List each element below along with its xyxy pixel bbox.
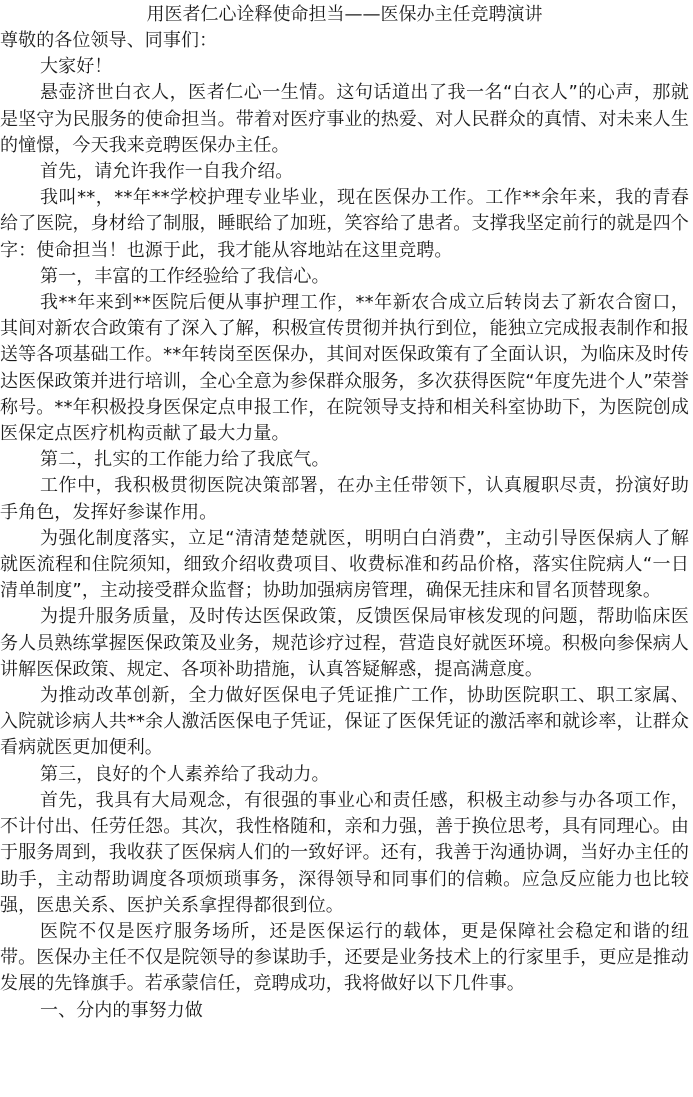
section-heading: 第三，良好的个人素养给了我动力。 [40,763,330,785]
paragraph: 悬壶济世白衣人，医者仁心一生情。这句话道出了我一名“白衣人”的心声，那就是坚守为民服务的使命担当。带着对医疗事业的热爱、对人民群众的真情、对未来人生的憧憬，今天我来竞聘医保办主任。 [0,82,689,156]
paragraph: 我叫**，**年**学校护理专业毕业，现在医保办工作。工作**余年来，我的青春给了医院，身材给了制服，睡眠给了加班，笑容给了患者。支撑我坚定前行的就是四个字：使命担当！也源于此，我才能从容地站在这里竞聘。 [0,187,689,261]
paragraph: 大家好！ [40,56,113,78]
document-title: 用医者仁心诠释使命担当——医保办主任竞聘演讲 [146,4,543,25]
paragraph: 为提升服务质量，及时传达医保政策，反馈医保局审核发现的问题，帮助临床医务人员熟练掌握医保政策及业务，规范诊疗过程，营造良好就医环境。积极向参保病人讲解医保政策、规定、各项补助措施，认真答疑解惑，提高满意度。 [0,606,689,680]
paragraph: 我**年来到**医院后便从事护理工作，**年新农合成立后转岗去了新农合窗口，其间对新农合政策有了深入了解，积极宣传贯彻并执行到位，能独立完成报表制作和报送等各项基础工作。**年转岗至医保办，其间对医保政策有了全面认识，为临床及时传达医保政策并进行培训，全心全意为参保群众服务，多次获得医院“年度先进个人”荣誉称号。**年积极投身医保定点申报工作，在院领导支持和相关科室协助下，为医院创成医保定点医疗机构贡献了最大力量。 [0,292,689,445]
salutation: 尊敬的各位领导、同事们： [0,30,218,51]
section-heading: 第二，扎实的工作能力给了我底气。 [40,449,330,471]
paragraph: 为强化制度落实，立足“清清楚楚就医，明明白白消费”，主动引导医保病人了解就医流程和住院须知，细致介绍收费项目、收费标准和药品价格，落实住院病人“一日清单制度”，主动接受群众监督；协助加强病房管理，确保无挂床和冒名顶替现象。 [0,527,689,602]
section-heading: 一、分内的事努力做 [40,999,203,1021]
paragraph: 医院不仅是医疗服务场所，还是医保运行的载体，更是保障社会稳定和谐的纽带。医保办主任不仅是院领导的参谋助手，还要是业务技术上的行家里手，更应是推动发展的先锋旗手。若承蒙信任，竞聘成功，我将做好以下几件事。 [0,920,689,995]
paragraph: 为推动改革创新，全力做好医保电子凭证推广工作，协助医院职工、职工家属、入院就诊病人共**余人激活医保电子凭证，保证了医保凭证的激活率和就诊率，让群众看病就医更加便利。 [0,685,689,759]
section-heading: 第一，丰富的工作经验给了我信心。 [40,265,330,287]
paragraph: 首先，我具有大局观念，有很强的事业心和责任感，积极主动参与办各项工作，不计付出、任劳任怨。其次，我性格随和，亲和力强，善于换位思考，具有同理心。由于服务周到，我收获了医保病人们的一致好评。还有，我善于沟通协调，当好办主任的助手，主动帮助调度各项烦琐事务，深得领导和同事们的信赖。应急反应能力也比较强，医患关系、医护关系拿捏得都很到位。 [0,789,689,916]
paragraph: 首先，请允许我作一自我介绍。 [40,161,294,183]
paragraph: 工作中，我积极贯彻医院决策部署，在办主任带领下，认真履职尽责，扮演好助手角色，发挥好参谋作用。 [0,475,689,523]
